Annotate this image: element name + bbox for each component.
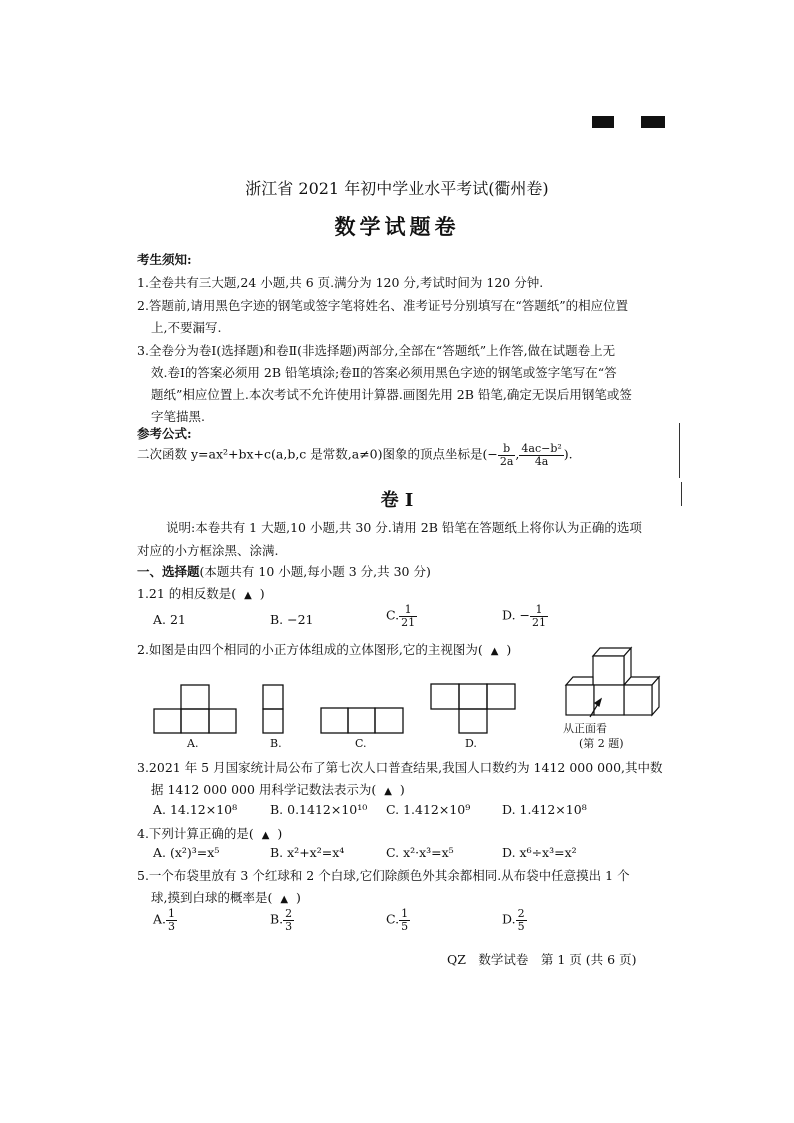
answer-triangle-icon: ▲ [280,894,289,905]
option-c-label: C. [355,737,367,750]
page-footer: QZ 数学试卷 第 1 页 (共 6 页) [447,952,637,967]
option-a: A. 14.12×10⁸ [153,802,238,817]
answer-triangle-icon: ▲ [261,830,270,841]
question-4: 4.下列计算正确的是( ▲ ) [137,826,283,841]
option-b-label: B. [270,737,282,750]
option-a: A. $\frac{1}{3}$ [153,907,176,933]
notice-line: 题纸”相应位置上.本次考试不允许使用计算器.画图先用 2B 铅笔,确定无误后用钢笔或签 [151,387,632,402]
formula-text: 二次函数 y=ax²+bx+c(a,b,c 是常数,a≠0)图象的顶点坐标是(− [137,446,498,462]
cube-stack-figure [564,647,660,719]
option-b: B. x²+x²=x⁴ [270,845,345,860]
notice-line: 3.全卷分为卷Ⅰ(选择题)和卷Ⅱ(非选择题)两部分,全部在“答题纸”上作答,做在试题卷上无 [137,343,616,358]
option-d: D. 1.412×10⁸ [502,802,587,817]
option-c: C. 1.412×10⁹ [386,802,471,817]
option-a: A. 21 [153,612,186,627]
fraction: $\frac{\text{4ac−b²}}{4a}$ [521,442,562,468]
part-heading: 一、选择题(本题共有 10 小题,每小题 3 分,共 30 分) [137,564,431,579]
notice-line: 2.答题前,请用黑色字迹的钢笔或签字笔将姓名、准考证号分别填写在“答题纸”的相应位置 [137,298,629,313]
margin-line [679,423,680,478]
question-3-cont: 据 1412 000 000 用科学记数法表示为( ▲ ) [151,782,405,797]
figure-caption: (第 2 题) [579,737,624,750]
formula-heading: 参考公式: [137,426,192,441]
option-d: D. x⁶÷x³=x² [502,845,577,860]
notice-line: 1.全卷共有三大题,24 小题,共 6 页.满分为 120 分,考试时间为 120 分钟. [137,275,544,290]
option-b: B. 0.1412×10¹⁰ [270,802,368,817]
corner-mark-left [592,116,614,128]
front-view-label: 从正面看 [563,722,607,735]
option-a: A. (x²)³=x⁵ [153,845,220,860]
option-c: C. $\frac{1}{5}$ [386,907,409,933]
answer-triangle-icon: ▲ [490,646,499,657]
question-5-cont: 球,摸到白球的概率是( ▲ ) [151,890,301,905]
notice-line: 上,不要漏写. [151,320,222,335]
option-c: C. $\frac{1}{21}$ [386,603,416,629]
fraction: $\frac{b}{2a}$ [499,442,514,468]
vertex-formula: 二次函数 y=ax²+bx+c(a,b,c 是常数,a≠0)图象的顶点坐标是(− $\frac{b}{2a}$ , $\frac{\text{4ac−b²}}{4a}$ ). [137,442,573,468]
option-b-figure [262,684,284,734]
option-d-figure [430,683,516,734]
notice-line: 字笔描黑. [151,409,205,424]
page-title: 数学试题卷 [334,214,460,239]
option-c-figure [320,707,404,734]
section-note: 说明:本卷共有 1 大题,10 小题,共 30 分.请用 2B 铅笔在答题纸上将你认为正确的选项 [166,520,642,535]
question-3: 3.2021 年 5 月国家统计局公布了第七次人口普查结果,我国人口数约为 1412 000 000,其中数 [137,760,663,775]
option-d: D. − $\frac{1}{21}$ [502,603,546,629]
option-a-label: A. [187,737,199,750]
notice-line: 效.卷Ⅰ的答案必须用 2B 铅笔填涂;卷Ⅱ的答案必须用黑色字迹的钢笔或签字笔写在“答 [151,365,617,380]
question-1: 1.21 的相反数是( ▲ ) [137,586,265,601]
option-d: D. $\frac{2}{5}$ [502,907,525,933]
section-title: 卷 Ⅰ [380,490,414,511]
exam-title: 浙江省 2021 年初中学业水平考试(衢州卷) [245,179,549,198]
question-5: 5.一个布袋里放有 3 个红球和 2 个白球,它们除颜色外其余都相同.从布袋中任意摸出 1 个 [137,868,630,883]
option-b: B. −21 [270,612,314,627]
option-a-figure [153,684,237,734]
option-d-label: D. [465,737,477,750]
answer-triangle-icon: ▲ [384,786,392,797]
question-2: 2.如图是由四个相同的小正方体组成的立体图形,它的主视图为( ▲ ) [137,642,512,657]
section-note: 对应的小方框涂黑、涂满. [137,543,279,558]
option-c: C. x²·x³=x⁵ [386,845,454,860]
option-b: B. $\frac{2}{3}$ [270,907,293,933]
corner-mark-right [641,116,665,128]
answer-triangle-icon: ▲ [244,590,252,601]
notice-heading: 考生须知: [137,252,192,267]
